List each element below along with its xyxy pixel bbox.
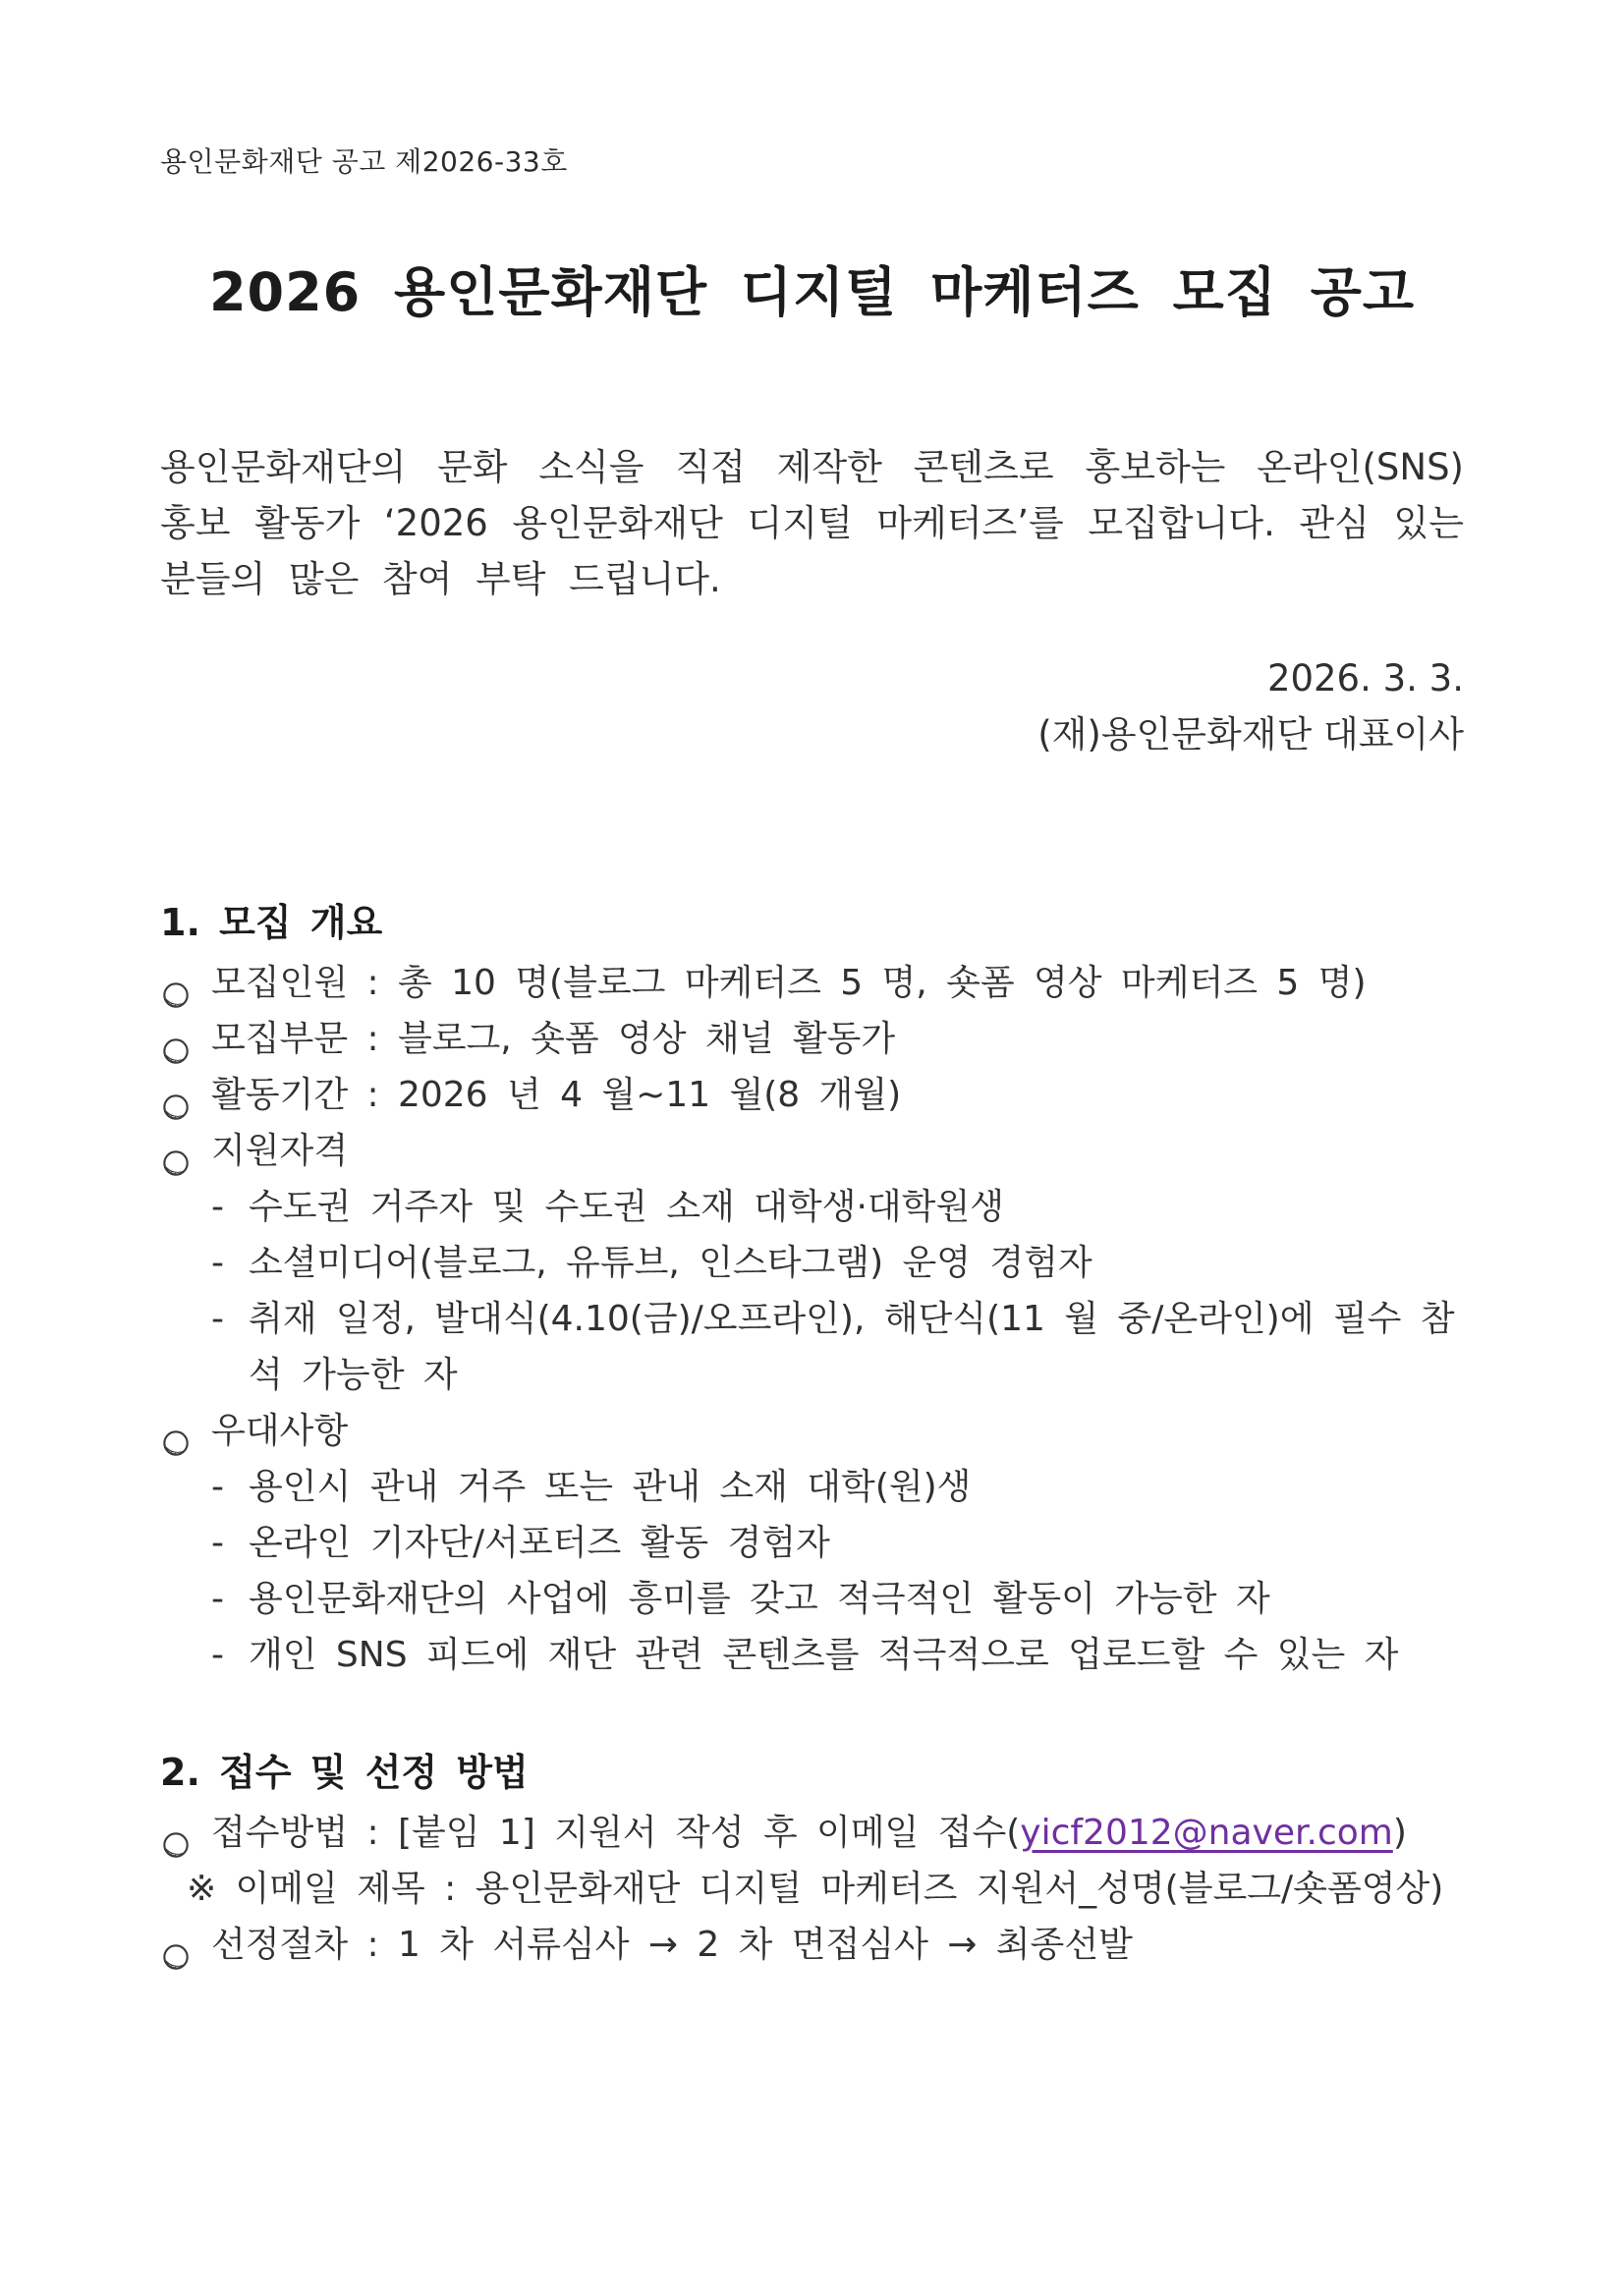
list-item-label: 활동기간 : 2026 년 4 월~11 월(8 개월) [211,1075,902,1115]
dash-marker: - [211,1467,224,1507]
list-item-preferences [160,1403,1464,1459]
dash-marker: - [211,1635,224,1675]
list-item-selection-procedure [160,1917,1464,1973]
list-item-label: 모집부문 : 블로그, 숏폼 영상 채널 활동가 [211,1019,896,1059]
list-item-label: 온라인 기자단/서포터즈 활동 경험자 [249,1523,830,1563]
doc-number: 용인문화재단 공고 제2026-33호 [160,145,568,178]
list-item-label: 취재 일정, 발대식(4.10(금)/오프라인), 해단식(11 월 중/온라인)에 필수 참석 가능한 자 [249,1299,1455,1395]
shaded-circle-bullet-icon [162,1820,190,1847]
apply-method-text [211,1813,1407,1853]
list-subitem [160,1179,1464,1235]
apply-method-suffix: ) [1392,1813,1407,1853]
announcement-date: 2026. 3. 3. [1266,657,1464,700]
list-subitem [160,1459,1464,1515]
list-item-qualifications [160,1123,1464,1179]
list-subitem [160,1291,1464,1403]
shaded-circle-bullet-icon [162,1082,190,1109]
list-item-activity-period [160,1067,1464,1123]
list-item-recruit-count [160,955,1464,1011]
list-item-label: 용인시 관내 거주 또는 관내 소재 대학(원)생 [249,1467,972,1507]
shaded-circle-bullet-icon [162,970,190,997]
list-item-label: 수도권 거주자 및 수도권 소재 대학생·대학원생 [249,1187,1005,1227]
dash-marker: - [211,1579,224,1619]
shaded-circle-bullet-icon [162,1026,190,1053]
email-subject-note: ※ 이메일 제목 : 용인문화재단 디지털 마케터즈 지원서_성명(블로그/숏폼영상) [187,1869,1444,1909]
list-item-label: 용인문화재단의 사업에 흥미를 갖고 적극적인 활동이 가능한 자 [249,1579,1270,1619]
list-item-label: 소셜미디어(블로그, 유튜브, 인스타그램) 운영 경험자 [249,1243,1092,1283]
section1-list [160,955,1464,1683]
list-item-recruit-field [160,1011,1464,1067]
apply-method-prefix: 접수방법 : [붙임 1] 지원서 작성 후 이메일 접수( [211,1813,1021,1853]
shaded-circle-bullet-icon [162,1418,190,1445]
email-link[interactable]: yicf2012@naver.com [1020,1813,1393,1853]
section2-list [160,1805,1464,1973]
list-subitem [160,1515,1464,1571]
list-subitem [160,1571,1464,1627]
dash-marker: - [211,1299,224,1339]
shaded-circle-bullet-icon [162,1138,190,1165]
dash-marker: - [211,1243,224,1283]
list-subitem [160,1627,1464,1683]
dash-marker: - [211,1187,224,1227]
section1-heading: 1. 모집 개요 [160,901,383,944]
list-item-label: 우대사항 [211,1411,349,1451]
list-item-label: 모집인원 : 총 10 명(블로그 마케터즈 5 명, 숏폼 영상 마케터즈 5 명) [211,963,1367,1003]
dash-marker: - [211,1523,224,1563]
date-signature-block [160,650,1464,762]
intro-paragraph: 용인문화재단의 문화 소식을 직접 제작한 콘텐츠로 홍보하는 온라인(SNS) 홍보 활동가 ‘2026 용인문화재단 디지털 마케터즈’를 모집합니다. 관심 있는 분들의 많은 참여 부탁 드립니다. [160,446,1464,600]
list-item-label: 지원자격 [211,1131,349,1171]
list-item-label: 선정절차 : 1 차 서류심사 → 2 차 면접심사 → 최종선발 [211,1925,1133,1965]
page-title: 2026 용인문화재단 디지털 마케터즈 모집 공고 [208,261,1416,323]
list-item-label: 개인 SNS 피드에 재단 관련 콘텐츠를 적극적으로 업로드할 수 있는 자 [249,1635,1399,1675]
shaded-circle-bullet-icon [162,1932,190,1959]
list-subitem [160,1235,1464,1291]
list-item-apply-method [160,1805,1464,1861]
signer-title: (재)용인문화재단 대표이사 [1037,713,1464,756]
section2-heading: 2. 접수 및 선정 방법 [160,1751,529,1794]
